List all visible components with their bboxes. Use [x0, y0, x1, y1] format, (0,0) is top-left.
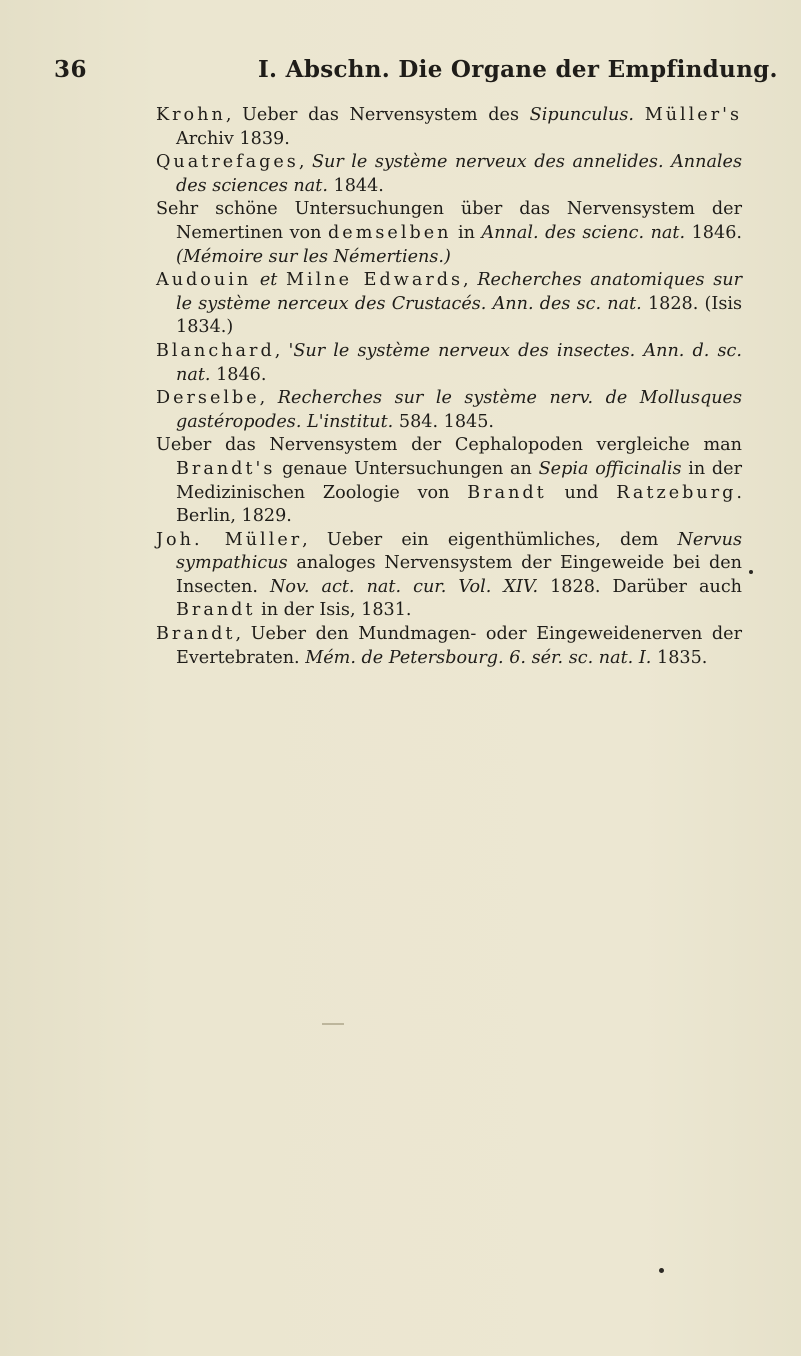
citation-title: (Mémoire sur les Némertiens.)	[176, 246, 451, 267]
reference-entry	[0, 434, 742, 528]
citation-title: Nov. act. nat. cur. Vol. XIV.	[270, 576, 539, 597]
reference-entry	[0, 151, 742, 198]
reference-text: , Ueber ein eigenthümliches, dem	[302, 529, 678, 550]
reference-entry	[0, 623, 742, 670]
reference-text: 1835.	[651, 647, 708, 668]
reference-text	[251, 270, 260, 290]
citation-title: Sipunculus.	[529, 105, 635, 125]
ink-speck	[659, 1268, 664, 1273]
citation-title: 'Sur le système nerveux des insectes. Ann. d. sc. nat.	[176, 340, 743, 385]
reference-text: in der Isis, 1831.	[255, 600, 412, 621]
author-name: Milne Edwards	[286, 270, 464, 291]
reference-text: ,	[259, 388, 278, 409]
reference-text: 584. 1845.	[393, 411, 495, 432]
ink-speck	[749, 570, 753, 574]
author-name: Quatrefages	[156, 152, 299, 173]
citation-title: Mém. de Petersbourg. 6. sér. sc. nat. I.	[305, 647, 652, 668]
author-name: Joh. Müller	[156, 529, 303, 550]
citation-title: Nervus sympathicus	[176, 529, 742, 574]
reference-entry	[0, 198, 742, 269]
reference-text: ,	[274, 340, 289, 361]
citation-title: et	[259, 270, 278, 291]
author-name: Ratzeburg	[616, 482, 737, 503]
citation-title: Annal. des scienc. nat.	[481, 222, 686, 243]
reference-text: 1828. Darüber auch	[538, 576, 743, 597]
reference-text	[277, 270, 286, 290]
reference-text: Ueber das Nervensystem der Cephalopoden vergleiche man	[156, 435, 742, 456]
author-name: Brandt	[467, 482, 547, 503]
reference-text: 1828. (Isis 1834.)	[176, 293, 742, 338]
reference-entry	[0, 340, 742, 387]
reference-text: und	[546, 482, 617, 503]
reference-text: in	[451, 222, 482, 243]
reference-text: Sehr schöne Untersuchungen über das Nervensystem der Nemertinen von	[156, 199, 742, 243]
page-header	[0, 56, 801, 96]
author-name: Blanchard	[156, 340, 275, 361]
running-title: I. Abschn. Die Organe der Empfindung.	[258, 56, 778, 83]
author-name: Brandt's	[176, 458, 276, 479]
reference-text	[634, 105, 645, 125]
author-name: Audouin	[156, 270, 252, 291]
reference-text: 1846.	[685, 222, 742, 243]
reference-text: 1846.	[210, 364, 267, 385]
reference-entry	[0, 387, 742, 434]
citation-title: Recherches anatomiques sur le système nerceux des Crustacés. Ann. des sc. nat.	[176, 270, 743, 314]
reference-entry	[0, 529, 742, 623]
author-name: Krohn	[156, 105, 226, 125]
reference-entry	[0, 269, 742, 340]
reference-text: , Ueber den Mundmagen- oder Eingeweidenerven der Evertebraten.	[176, 624, 742, 668]
reference-text: in der Medizinischen Zoologie von	[176, 458, 742, 503]
author-name: demselben	[328, 222, 452, 243]
author-name: Brandt	[156, 624, 236, 645]
reference-text: genaue Untersuchungen an	[275, 458, 539, 479]
reference-text: , Ueber das Nervensystem des	[225, 105, 530, 125]
citation-title: Sepia officinalis	[538, 458, 682, 479]
reference-text: analoges Nervensystem der Eingeweide bei den Insecten.	[176, 553, 742, 597]
page-number: 36	[54, 56, 88, 83]
citation-title: Sur le système nerveux des annelides. Annales des sciences nat.	[176, 152, 743, 196]
citation-title: Recherches sur le système nerv. de Mollusques gastéropodes. L'institut.	[176, 388, 743, 432]
author-name: Derselbe	[156, 388, 260, 409]
reference-text: ,	[298, 152, 312, 173]
reference-text: Archiv 1839.	[176, 128, 290, 149]
author-name: Müller's	[644, 105, 742, 125]
reference-list	[0, 104, 801, 670]
page-rule	[322, 1023, 344, 1025]
reference-text: . Berlin, 1829.	[176, 482, 742, 527]
author-name: Brandt	[176, 600, 256, 621]
reference-text: 1844.	[327, 175, 384, 196]
reference-text: ,	[463, 270, 478, 291]
reference-entry	[0, 104, 742, 151]
